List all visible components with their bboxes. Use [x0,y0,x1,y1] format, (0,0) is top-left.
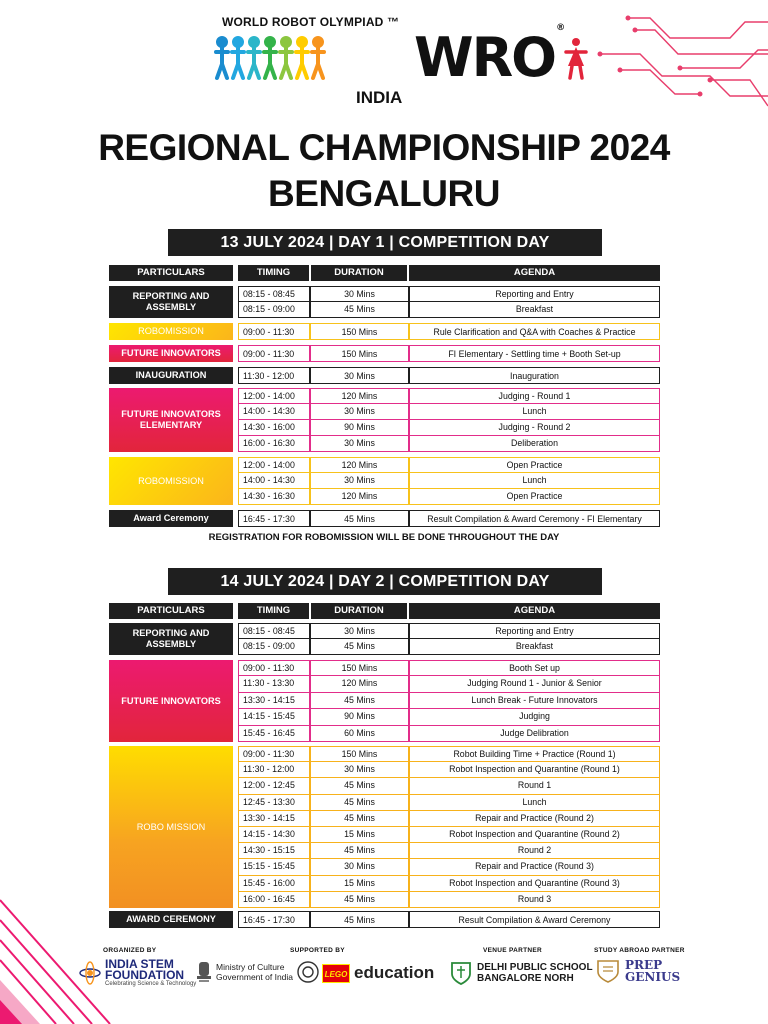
timing-cell: 16:45 - 17:30 [238,510,310,527]
agenda-cell: Repair and Practice (Round 2) [409,811,660,827]
particulars-cell: ROBOMISSION [109,323,233,340]
timing-cell: 14:15 - 15:45 [238,709,310,725]
agenda-cell: Open Practice [409,489,660,505]
agenda-cell: Judging [409,709,660,725]
particulars-cell: FUTURE INNOVATORS ELEMENTARY [109,388,233,452]
agenda-cell: Judging - Round 2 [409,420,660,436]
col-duration: DURATION [311,603,407,619]
stem-name-line1: INDIA STEM [105,957,174,971]
lego-education-text: education [354,963,435,982]
duration-cell: 45 Mins [310,302,409,318]
duration-cell: 60 Mins [310,726,409,742]
duration-cell: 30 Mins [310,762,409,778]
col-timing: TIMING [238,603,309,619]
timing-cell: 09:00 - 11:30 [238,660,310,676]
agenda-cell: Reporting and Entry [409,623,660,639]
circuit-decoration [580,10,768,120]
duration-cell: 90 Mins [310,709,409,725]
agenda-cell: Breakfast [409,302,660,318]
world-robot-olympiad-label: WORLD ROBOT OLYMPIAD ™ [222,15,400,29]
duration-cell: 30 Mins [310,286,409,302]
prep-line1: PREP [625,958,663,972]
duration-cell: 45 Mins [310,795,409,811]
agenda-cell: FI Elementary - Settling time + Booth Set-up [409,345,660,362]
agenda-cell: Round 2 [409,843,660,859]
day1-note: REGISTRATION FOR ROBOMISSION WILL BE DONE THROUGHOUT THE DAY [208,532,560,543]
agenda-cell: Rule Clarification and Q&A with Coaches & Practice [409,323,660,340]
moc-line1: Ministry of Culture [216,962,285,972]
agenda-cell: Lunch [409,795,660,811]
particulars-cell: INAUGURATION [109,367,233,384]
day2-table-header [109,603,660,619]
supported-by-label: SUPPORTED BY [290,947,345,954]
timing-cell: 09:00 - 11:30 [238,323,310,340]
duration-cell: 45 Mins [310,892,409,908]
day1-table-header [109,265,660,281]
timing-cell: 08:15 - 08:45 [238,623,310,639]
duration-cell: 30 Mins [310,623,409,639]
duration-cell: 150 Mins [310,660,409,676]
particulars-cell: Award Ceremony [109,510,233,527]
duration-cell: 120 Mins [310,676,409,692]
duration-cell: 90 Mins [310,420,409,436]
lego-education-logo [322,963,434,983]
agenda-cell: Lunch [409,404,660,420]
sponsors-footer [0,942,768,1024]
duration-cell: 30 Mins [310,436,409,452]
agenda-cell: Judging - Round 1 [409,388,660,404]
col-particulars: PARTICULARS [109,603,233,619]
page-title: REGIONAL CHAMPIONSHIP 2024 [98,127,670,168]
country-label: INDIA [356,88,403,107]
timing-cell: 14:00 - 14:30 [238,473,310,489]
stem-tagline: Celebrating Science & Technology [105,981,197,987]
duration-cell: 45 Mins [310,778,409,794]
emblem-icon [196,960,212,984]
agenda-cell: Judge Delibration [409,726,660,742]
venue-partner-label: VENUE PARTNER [483,947,543,954]
timing-cell: 11:30 - 12:00 [238,762,310,778]
duration-cell: 30 Mins [310,404,409,420]
timing-cell: 14:15 - 14:30 [238,827,310,843]
duration-cell: 150 Mins [310,746,409,762]
timing-cell: 14:30 - 16:30 [238,489,310,505]
culture-seal-icon [297,961,319,983]
agenda-cell: Lunch Break - Future Innovators [409,693,660,709]
timing-cell: 13:30 - 14:15 [238,811,310,827]
study-abroad-partner-label: STUDY ABROAD PARTNER [594,947,685,954]
duration-cell: 30 Mins [310,473,409,489]
timing-cell: 15:45 - 16:45 [238,726,310,742]
timing-cell: 08:15 - 08:45 [238,286,310,302]
moc-line2: Government of India [216,972,294,982]
agenda-cell: Result Compilation & Award Ceremony [409,911,660,928]
timing-cell: 15:15 - 15:45 [238,859,310,875]
people-icon [214,36,410,82]
timing-cell: 14:00 - 14:30 [238,404,310,420]
agenda-cell: Deliberation [409,436,660,452]
timing-cell: 15:45 - 16:00 [238,876,310,892]
timing-cell: 12:00 - 14:00 [238,457,310,473]
duration-cell: 45 Mins [310,811,409,827]
duration-cell: 30 Mins [310,367,409,384]
agenda-cell: Robot Inspection and Quarantine (Round 3) [409,876,660,892]
agenda-cell: Round 3 [409,892,660,908]
duration-cell: 120 Mins [310,489,409,505]
dps-line1: DELHI PUBLIC SCHOOL [477,962,593,973]
agenda-cell: Robot Inspection and Quarantine (Round 2) [409,827,660,843]
particulars-cell: FUTURE INNOVATORS [109,660,233,742]
particulars-cell: REPORTING AND ASSEMBLY [109,623,233,655]
duration-cell: 45 Mins [310,639,409,655]
day1-banner: 13 JULY 2024 | DAY 1 | COMPETITION DAY [168,229,602,256]
timing-cell: 16:45 - 17:30 [238,911,310,928]
dps-line2: BANGALORE NORH [477,973,574,984]
duration-cell: 15 Mins [310,876,409,892]
timing-cell: 08:15 - 09:00 [238,302,310,318]
duration-cell: 15 Mins [310,827,409,843]
timing-cell: 16:00 - 16:45 [238,892,310,908]
prep-genius-logo [596,958,680,984]
dps-crest-icon [450,960,472,986]
duration-cell: 45 Mins [310,911,409,928]
timing-cell: 14:30 - 16:00 [238,420,310,436]
agenda-cell: Robot Inspection and Quarantine (Round 1) [409,762,660,778]
timing-cell: 09:00 - 11:30 [238,345,310,362]
agenda-cell: Lunch [409,473,660,489]
prep-crest-icon [596,958,620,984]
delhi-public-school-logo [450,960,593,986]
wro-logo-text: WRO® [414,23,564,89]
duration-cell: 150 Mins [310,345,409,362]
agenda-cell: Repair and Practice (Round 3) [409,859,660,875]
day2-banner: 14 JULY 2024 | DAY 2 | COMPETITION DAY [168,568,602,595]
timing-cell: 13:30 - 14:15 [238,693,310,709]
stem-atom-icon [78,959,102,987]
timing-cell: 12:45 - 13:30 [238,795,310,811]
col-particulars: PARTICULARS [109,265,233,281]
timing-cell: 11:30 - 12:00 [238,367,310,384]
duration-cell: 120 Mins [310,388,409,404]
duration-cell: 45 Mins [310,843,409,859]
agenda-cell: Robot Building Time + Practice (Round 1) [409,746,660,762]
particulars-cell: FUTURE INNOVATORS [109,345,233,362]
particulars-cell: ROBO MISSION [109,746,233,908]
timing-cell: 12:00 - 12:45 [238,778,310,794]
duration-cell: 30 Mins [310,859,409,875]
agenda-cell: Reporting and Entry [409,286,660,302]
agenda-cell: Inauguration [409,367,660,384]
wro-logo [214,23,589,89]
timing-cell: 14:30 - 15:15 [238,843,310,859]
timing-cell: 09:00 - 11:30 [238,746,310,762]
duration-cell: 45 Mins [310,693,409,709]
agenda-cell: Round 1 [409,778,660,794]
agenda-cell: Open Practice [409,457,660,473]
prep-line2: GENIUS [625,970,681,984]
particulars-cell: REPORTING AND ASSEMBLY [109,286,233,318]
timing-cell: 11:30 - 13:30 [238,676,310,692]
col-duration: DURATION [311,265,407,281]
agenda-cell: Result Compilation & Award Ceremony - FI Elementary [409,510,660,527]
agenda-cell: Breakfast [409,639,660,655]
ministry-of-culture-logo [196,960,319,984]
india-stem-foundation-logo [78,959,196,987]
timing-cell: 08:15 - 09:00 [238,639,310,655]
col-agenda: AGENDA [409,265,660,281]
col-timing: TIMING [238,265,309,281]
duration-cell: 150 Mins [310,323,409,340]
red-person-icon [563,36,589,82]
timing-cell: 12:00 - 14:00 [238,388,310,404]
stem-name-line2: FOUNDATION [105,968,185,982]
agenda-cell: Booth Set up [409,660,660,676]
col-agenda: AGENDA [409,603,660,619]
duration-cell: 45 Mins [310,510,409,527]
duration-cell: 120 Mins [310,457,409,473]
organized-by-label: ORGANIZED BY [103,947,157,954]
particulars-cell: AWARD CEREMONY [109,911,233,928]
page-subtitle: BENGALURU [268,173,500,214]
particulars-cell: ROBOMISSION [109,457,233,505]
agenda-cell: Judging Round 1 - Junior & Senior [409,676,660,692]
timing-cell: 16:00 - 16:30 [238,436,310,452]
lego-badge: LEGO [322,964,350,983]
